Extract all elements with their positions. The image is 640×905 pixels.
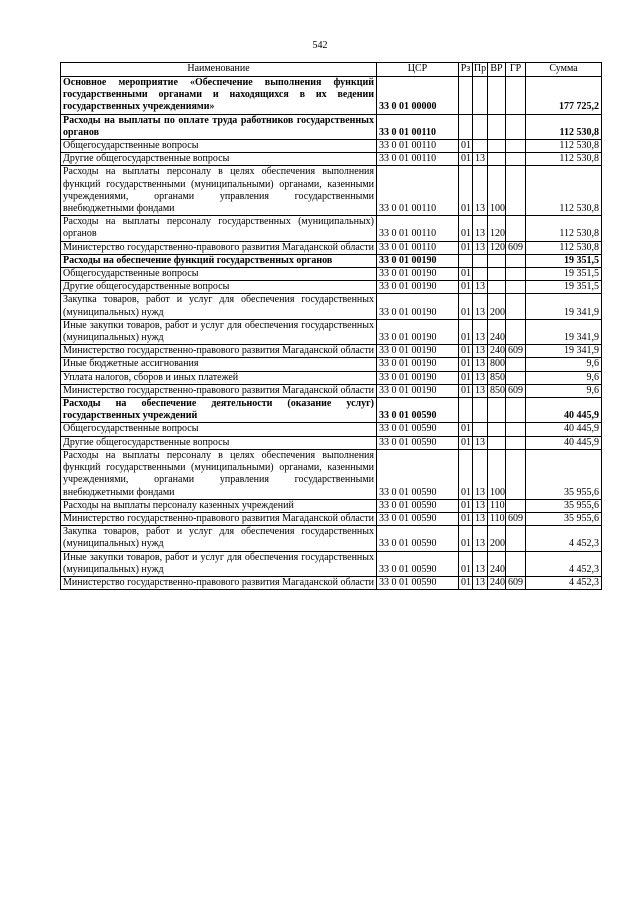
cell-sum: 112 530,8	[526, 153, 602, 166]
cell-vr	[488, 77, 506, 115]
cell-name: Расходы на выплаты персоналу государственных (муниципальных) органов	[61, 216, 377, 241]
cell-sum: 112 530,8	[526, 140, 602, 153]
cell-name: Расходы на выплаты персоналу казенных учреждений	[61, 499, 377, 512]
cell-sum: 4 452,3	[526, 526, 602, 551]
table-row	[61, 499, 602, 512]
cell-rz: 01	[459, 140, 473, 153]
cell-gr	[506, 499, 526, 512]
cell-pr: 13	[473, 576, 488, 589]
table-row	[61, 268, 602, 281]
cell-pr: 13	[473, 241, 488, 254]
cell-pr: 13	[473, 294, 488, 319]
cell-vr: 240	[488, 576, 506, 589]
cell-sum: 112 530,8	[526, 114, 602, 139]
cell-sum: 35 955,6	[526, 512, 602, 525]
cell-gr	[506, 358, 526, 371]
cell-csr: 33 0 01 00590	[377, 398, 459, 423]
header-name: Наименование	[61, 63, 377, 77]
cell-rz: 01	[459, 345, 473, 358]
cell-vr: 200	[488, 526, 506, 551]
cell-csr: 33 0 01 00110	[377, 114, 459, 139]
cell-csr: 33 0 01 00590	[377, 436, 459, 449]
cell-gr	[506, 114, 526, 139]
cell-sum: 4 452,3	[526, 576, 602, 589]
cell-pr: 13	[473, 436, 488, 449]
cell-sum: 177 725,2	[526, 77, 602, 115]
cell-name: Другие общегосударственные вопросы	[61, 281, 377, 294]
table-header-row	[61, 63, 602, 77]
table-row	[61, 294, 602, 319]
cell-csr: 33 0 01 00590	[377, 449, 459, 499]
table-row	[61, 358, 602, 371]
cell-name: Расходы на выплаты по оплате труда работников государственных органов	[61, 114, 377, 139]
cell-csr: 33 0 01 00590	[377, 423, 459, 436]
cell-gr	[506, 281, 526, 294]
cell-csr: 33 0 01 00190	[377, 358, 459, 371]
cell-rz: 01	[459, 153, 473, 166]
cell-pr	[473, 423, 488, 436]
cell-pr: 13	[473, 153, 488, 166]
cell-vr	[488, 254, 506, 267]
cell-rz: 01	[459, 512, 473, 525]
cell-csr: 33 0 01 00190	[377, 254, 459, 267]
cell-pr	[473, 114, 488, 139]
table-row	[61, 345, 602, 358]
cell-rz	[459, 77, 473, 115]
table-row	[61, 216, 602, 241]
cell-sum: 40 445,9	[526, 423, 602, 436]
cell-name: Другие общегосударственные вопросы	[61, 436, 377, 449]
cell-pr: 13	[473, 384, 488, 397]
cell-pr: 13	[473, 216, 488, 241]
cell-vr: 120	[488, 241, 506, 254]
cell-vr	[488, 140, 506, 153]
cell-pr: 13	[473, 281, 488, 294]
cell-pr: 13	[473, 449, 488, 499]
cell-csr: 33 0 01 00590	[377, 512, 459, 525]
cell-vr: 850	[488, 384, 506, 397]
cell-rz: 01	[459, 294, 473, 319]
cell-pr: 13	[473, 345, 488, 358]
cell-gr	[506, 449, 526, 499]
table-row	[61, 166, 602, 216]
cell-sum: 19 341,9	[526, 294, 602, 319]
cell-vr: 120	[488, 216, 506, 241]
cell-sum: 40 445,9	[526, 436, 602, 449]
cell-pr	[473, 254, 488, 267]
table-row	[61, 77, 602, 115]
cell-name: Расходы на обеспечение деятельности (оказание услуг) государственных учреждений	[61, 398, 377, 423]
cell-rz	[459, 114, 473, 139]
header-csr: ЦСР	[377, 63, 459, 77]
cell-pr	[473, 268, 488, 281]
cell-name: Расходы на выплаты персоналу в целях обеспечения выполнения функций государственными (муниципальными) органами, казенными учреждениями, органами управления государственными внебюджетными фондами	[61, 166, 377, 216]
cell-rz: 01	[459, 358, 473, 371]
cell-gr	[506, 166, 526, 216]
cell-gr	[506, 436, 526, 449]
cell-gr: 609	[506, 384, 526, 397]
table-row	[61, 423, 602, 436]
cell-sum: 19 341,9	[526, 319, 602, 344]
cell-vr: 240	[488, 551, 506, 576]
cell-pr	[473, 140, 488, 153]
cell-csr: 33 0 01 00590	[377, 526, 459, 551]
cell-vr	[488, 423, 506, 436]
cell-gr	[506, 254, 526, 267]
cell-sum: 19 351,5	[526, 254, 602, 267]
cell-vr: 240	[488, 319, 506, 344]
cell-name: Иные бюджетные ассигнования	[61, 358, 377, 371]
cell-pr: 13	[473, 319, 488, 344]
cell-name: Министерство государственно-правового развития Магаданской области	[61, 512, 377, 525]
header-vr: ВР	[488, 63, 506, 77]
cell-rz: 01	[459, 241, 473, 254]
cell-rz: 01	[459, 216, 473, 241]
header-sum: Сумма	[526, 63, 602, 77]
cell-pr: 13	[473, 371, 488, 384]
cell-csr: 33 0 01 00190	[377, 345, 459, 358]
cell-pr: 13	[473, 526, 488, 551]
cell-csr: 33 0 01 00590	[377, 551, 459, 576]
cell-pr: 13	[473, 551, 488, 576]
table-row	[61, 398, 602, 423]
cell-name: Иные закупки товаров, работ и услуг для обеспечения государственных (муниципальных) нужд	[61, 319, 377, 344]
page-number: 542	[312, 40, 328, 51]
table-row	[61, 449, 602, 499]
table-row	[61, 512, 602, 525]
cell-csr: 33 0 01 00190	[377, 294, 459, 319]
cell-sum: 40 445,9	[526, 398, 602, 423]
cell-csr: 33 0 01 00110	[377, 216, 459, 241]
cell-sum: 112 530,8	[526, 166, 602, 216]
cell-csr: 33 0 01 00190	[377, 268, 459, 281]
cell-name: Общегосударственные вопросы	[61, 423, 377, 436]
cell-gr	[506, 551, 526, 576]
cell-vr	[488, 153, 506, 166]
cell-rz: 01	[459, 384, 473, 397]
cell-vr: 100	[488, 449, 506, 499]
cell-gr	[506, 216, 526, 241]
cell-vr	[488, 398, 506, 423]
cell-gr	[506, 526, 526, 551]
cell-vr: 800	[488, 358, 506, 371]
cell-csr: 33 0 01 00190	[377, 319, 459, 344]
cell-rz: 01	[459, 281, 473, 294]
cell-pr: 13	[473, 358, 488, 371]
cell-csr: 33 0 01 00190	[377, 371, 459, 384]
cell-name: Министерство государственно-правового развития Магаданской области	[61, 576, 377, 589]
cell-vr: 850	[488, 371, 506, 384]
table-row	[61, 436, 602, 449]
cell-pr: 13	[473, 512, 488, 525]
cell-sum: 112 530,8	[526, 241, 602, 254]
cell-gr	[506, 268, 526, 281]
cell-name: Общегосударственные вопросы	[61, 140, 377, 153]
cell-vr	[488, 114, 506, 139]
budget-table	[60, 62, 602, 590]
cell-csr: 33 0 01 00190	[377, 384, 459, 397]
cell-sum: 19 351,5	[526, 268, 602, 281]
cell-name: Закупка товаров, работ и услуг для обеспечения государственных (муниципальных) нужд	[61, 294, 377, 319]
table-row	[61, 114, 602, 139]
cell-rz	[459, 398, 473, 423]
cell-pr	[473, 398, 488, 423]
table-body	[61, 77, 602, 590]
table-row	[61, 153, 602, 166]
cell-csr: 33 0 01 00000	[377, 77, 459, 115]
cell-rz: 01	[459, 436, 473, 449]
cell-rz: 01	[459, 449, 473, 499]
cell-sum: 35 955,6	[526, 499, 602, 512]
cell-name: Министерство государственно-правового развития Магаданской области	[61, 384, 377, 397]
cell-csr: 33 0 01 00110	[377, 166, 459, 216]
header-gr: ГР	[506, 63, 526, 77]
cell-rz: 01	[459, 499, 473, 512]
cell-sum: 4 452,3	[526, 551, 602, 576]
cell-gr	[506, 423, 526, 436]
cell-csr: 33 0 01 00190	[377, 281, 459, 294]
cell-vr: 110	[488, 499, 506, 512]
cell-name: Иные закупки товаров, работ и услуг для обеспечения государственных (муниципальных) нужд	[61, 551, 377, 576]
cell-rz: 01	[459, 371, 473, 384]
table-row	[61, 319, 602, 344]
table-row	[61, 576, 602, 589]
cell-name: Расходы на обеспечение функций государственных органов	[61, 254, 377, 267]
cell-name: Закупка товаров, работ и услуг для обеспечения государственных (муниципальных) нужд	[61, 526, 377, 551]
cell-name: Министерство государственно-правового развития Магаданской области	[61, 241, 377, 254]
cell-rz: 01	[459, 319, 473, 344]
cell-rz: 01	[459, 551, 473, 576]
cell-sum: 9,6	[526, 358, 602, 371]
cell-name: Министерство государственно-правового развития Магаданской области	[61, 345, 377, 358]
cell-sum: 35 955,6	[526, 449, 602, 499]
cell-gr	[506, 77, 526, 115]
cell-pr: 13	[473, 499, 488, 512]
table-row	[61, 281, 602, 294]
cell-name: Другие общегосударственные вопросы	[61, 153, 377, 166]
cell-gr	[506, 294, 526, 319]
cell-vr	[488, 268, 506, 281]
cell-name: Расходы на выплаты персоналу в целях обеспечения выполнения функций государственными (муниципальными) органами, казенными учреждениями, органами управления государственными внебюджетными фондами	[61, 449, 377, 499]
cell-gr: 609	[506, 512, 526, 525]
cell-name: Общегосударственные вопросы	[61, 268, 377, 281]
cell-sum: 19 341,9	[526, 345, 602, 358]
table-row	[61, 526, 602, 551]
cell-gr	[506, 398, 526, 423]
cell-gr	[506, 153, 526, 166]
cell-rz: 01	[459, 268, 473, 281]
table-row	[61, 551, 602, 576]
table-row	[61, 241, 602, 254]
cell-gr	[506, 140, 526, 153]
cell-gr: 609	[506, 241, 526, 254]
cell-gr: 609	[506, 345, 526, 358]
cell-rz: 01	[459, 576, 473, 589]
cell-sum: 19 351,5	[526, 281, 602, 294]
cell-name: Уплата налогов, сборов и иных платежей	[61, 371, 377, 384]
cell-vr: 110	[488, 512, 506, 525]
cell-rz: 01	[459, 423, 473, 436]
table-row	[61, 384, 602, 397]
cell-name: Основное мероприятие «Обеспечение выполнения функций государственными органами и находящихся в их ведении государственных учреждениями»	[61, 77, 377, 115]
cell-csr: 33 0 01 00110	[377, 153, 459, 166]
header-rz: Рз	[459, 63, 473, 77]
cell-csr: 33 0 01 00590	[377, 576, 459, 589]
cell-csr: 33 0 01 00110	[377, 241, 459, 254]
cell-vr: 200	[488, 294, 506, 319]
cell-sum: 9,6	[526, 384, 602, 397]
cell-rz: 01	[459, 526, 473, 551]
header-pr: Пр	[473, 63, 488, 77]
cell-gr	[506, 371, 526, 384]
cell-sum: 112 530,8	[526, 216, 602, 241]
cell-vr	[488, 281, 506, 294]
cell-sum: 9,6	[526, 371, 602, 384]
cell-rz: 01	[459, 166, 473, 216]
cell-gr: 609	[506, 576, 526, 589]
cell-csr: 33 0 01 00110	[377, 140, 459, 153]
cell-gr	[506, 319, 526, 344]
cell-pr: 13	[473, 166, 488, 216]
cell-csr: 33 0 01 00590	[377, 499, 459, 512]
cell-rz	[459, 254, 473, 267]
cell-pr	[473, 77, 488, 115]
cell-vr: 100	[488, 166, 506, 216]
cell-vr	[488, 436, 506, 449]
table-row	[61, 371, 602, 384]
table-row	[61, 140, 602, 153]
table-row	[61, 254, 602, 267]
cell-vr: 240	[488, 345, 506, 358]
